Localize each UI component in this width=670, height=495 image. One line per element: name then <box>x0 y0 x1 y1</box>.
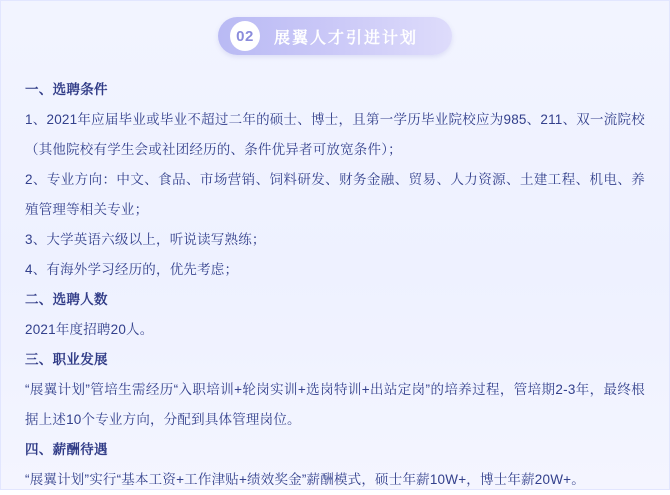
section-heading-2: 二、选聘人数 <box>25 292 108 307</box>
section-2-paragraph-1: 2021年度招聘20人。 <box>25 322 154 337</box>
section-1-paragraph-2: 2、专业方向：中文、食品、市场营销、饲料研发、财务金融、贸易、人力资源、土建工程、机电、养殖管理等相关专业； <box>25 172 645 217</box>
page-header <box>1 1 669 71</box>
section-1-paragraph-3: 3、大学英语六级以上，听说读写熟练； <box>25 232 266 247</box>
content-body <box>1 71 669 495</box>
section-3-paragraph-1: “展翼计划”管培生需经历“入职培训+轮岗实训+选岗特训+出站定岗”的培养过程，管培期2-3年，最终根据上述10个专业方向，分配到具体管理岗位。 <box>25 382 645 427</box>
section-heading-3: 三、职业发展 <box>25 352 108 367</box>
section-heading-4: 四、薪酬待遇 <box>25 442 108 457</box>
section-1-paragraph-1: 1、2021年应届毕业或毕业不超过二年的硕士、博士，且第一学历毕业院校应为985、211、双一流院校（其他院校有学生会或社团经历的、条件优异者可放宽条件）； <box>25 112 645 157</box>
section-4-paragraph-1: “展翼计划”实行“基本工资+工作津贴+绩效奖金”薪酬模式，硕士年薪10W+，博士年薪20W+。 <box>25 472 585 487</box>
title-pill <box>218 17 452 55</box>
page-title: 展翼人才引进计划 <box>273 29 418 47</box>
section-heading-1: 一、选聘条件 <box>25 82 108 97</box>
section-number-badge: 02 <box>230 21 260 51</box>
section-1-paragraph-4: 4、有海外学习经历的，优先考虑； <box>25 262 239 277</box>
